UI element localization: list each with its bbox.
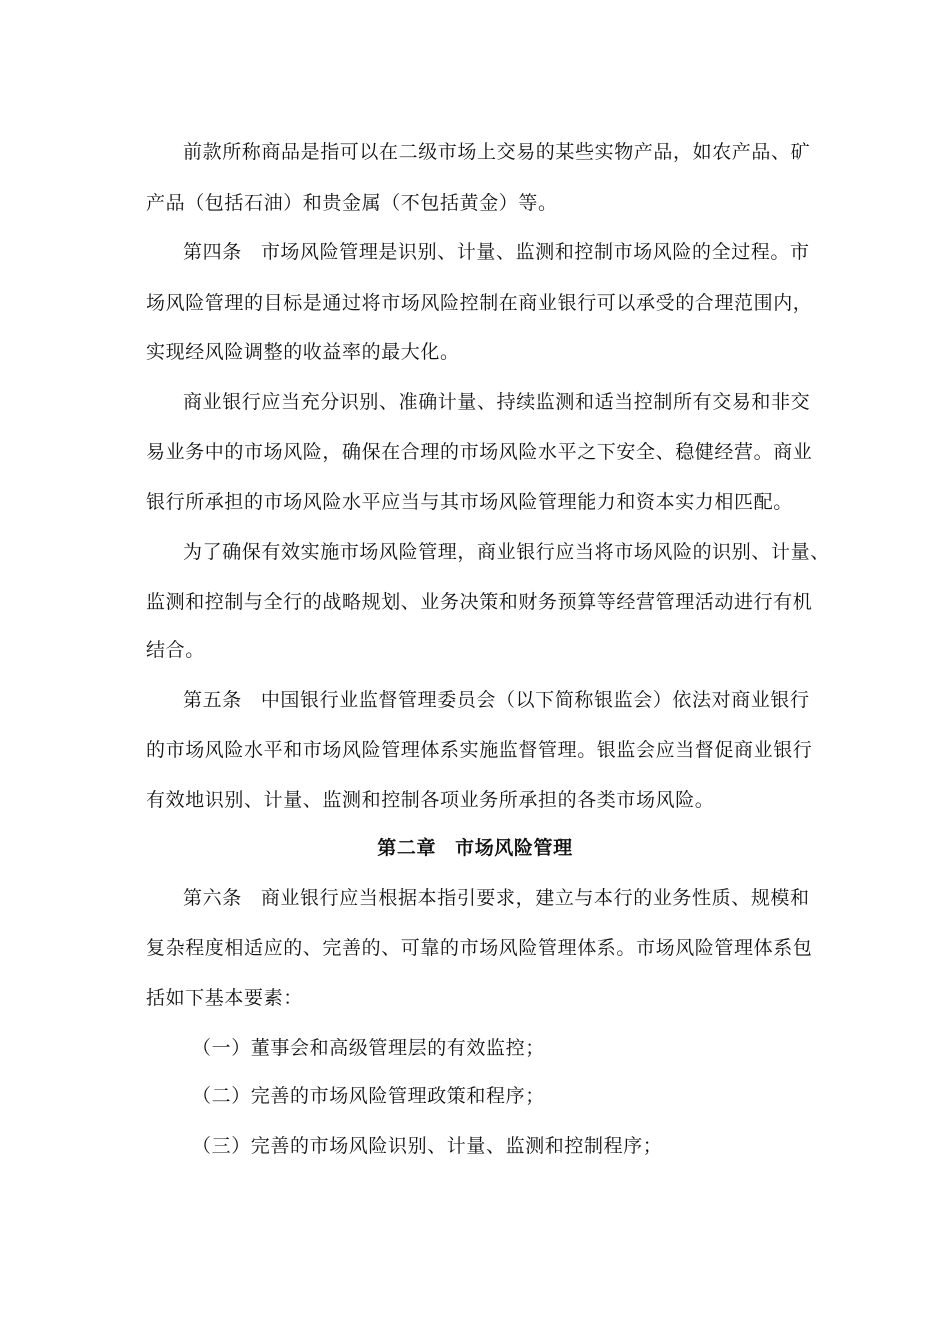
article-text: 市场风险管理是识别、计量、监测和控制市场风险的全过程。市 (260, 241, 810, 263)
article-text: 商业银行应当根据本指引要求，建立与本行的业务性质、规模和 (260, 887, 810, 909)
paragraph-line: 为了确保有效实施市场风险管理，商业银行应当将市场风险的识别、计量、 (183, 541, 830, 563)
paragraph-line: 易业务中的市场风险，确保在合理的市场风险水平之下安全、稳健经营。商业 (146, 441, 813, 463)
list-item: （二）完善的市场风险管理政策和程序； (192, 1085, 545, 1107)
article-5-line (183, 688, 810, 712)
article-label: 第四条 (183, 241, 242, 263)
article-4-line (183, 240, 810, 264)
paragraph-line: 商业银行应当充分识别、准确计量、持续监测和适当控制所有交易和非交 (183, 391, 811, 413)
paragraph-line: 场风险管理的目标是通过将市场风险控制在商业银行可以承受的合理范围内， (146, 292, 813, 314)
article-label: 第五条 (183, 689, 242, 711)
paragraph-line: 实现经风险调整的收益率的最大化。 (146, 341, 460, 363)
list-item: （一）董事会和高级管理层的有效监控； (192, 1037, 545, 1059)
paragraph-line: 银行所承担的市场风险水平应当与其市场风险管理能力和资本实力相匹配。 (146, 491, 793, 513)
paragraph-line: 结合。 (146, 639, 205, 661)
article-label: 第六条 (183, 887, 242, 909)
chapter-heading (0, 836, 950, 860)
article-6-line (183, 886, 810, 910)
article-text: 中国银行业监督管理委员会（以下简称银监会）依法对商业银行 (260, 689, 810, 711)
chapter-title: 市场风险管理 (455, 837, 573, 859)
paragraph-line: 监测和控制与全行的战略规划、业务决策和财务预算等经营管理活动进行有机 (146, 591, 813, 613)
chapter-label: 第二章 (377, 837, 437, 859)
paragraph-line: 前款所称商品是指可以在二级市场上交易的某些实物产品，如农产品、矿 (183, 141, 811, 163)
paragraph-line: 有效地识别、计量、监测和控制各项业务所承担的各类市场风险。 (146, 789, 715, 811)
list-item: （三）完善的市场风险识别、计量、监测和控制程序； (192, 1135, 663, 1157)
paragraph-line: 括如下基本要素： (146, 987, 303, 1009)
paragraph-line: 产品（包括石油）和贵金属（不包括黄金）等。 (146, 192, 558, 214)
paragraph-line: 复杂程度相适应的、完善的、可靠的市场风险管理体系。市场风险管理体系包 (146, 937, 813, 959)
paragraph-line: 的市场风险水平和市场风险管理体系实施监督管理。银监会应当督促商业银行 (146, 739, 813, 761)
